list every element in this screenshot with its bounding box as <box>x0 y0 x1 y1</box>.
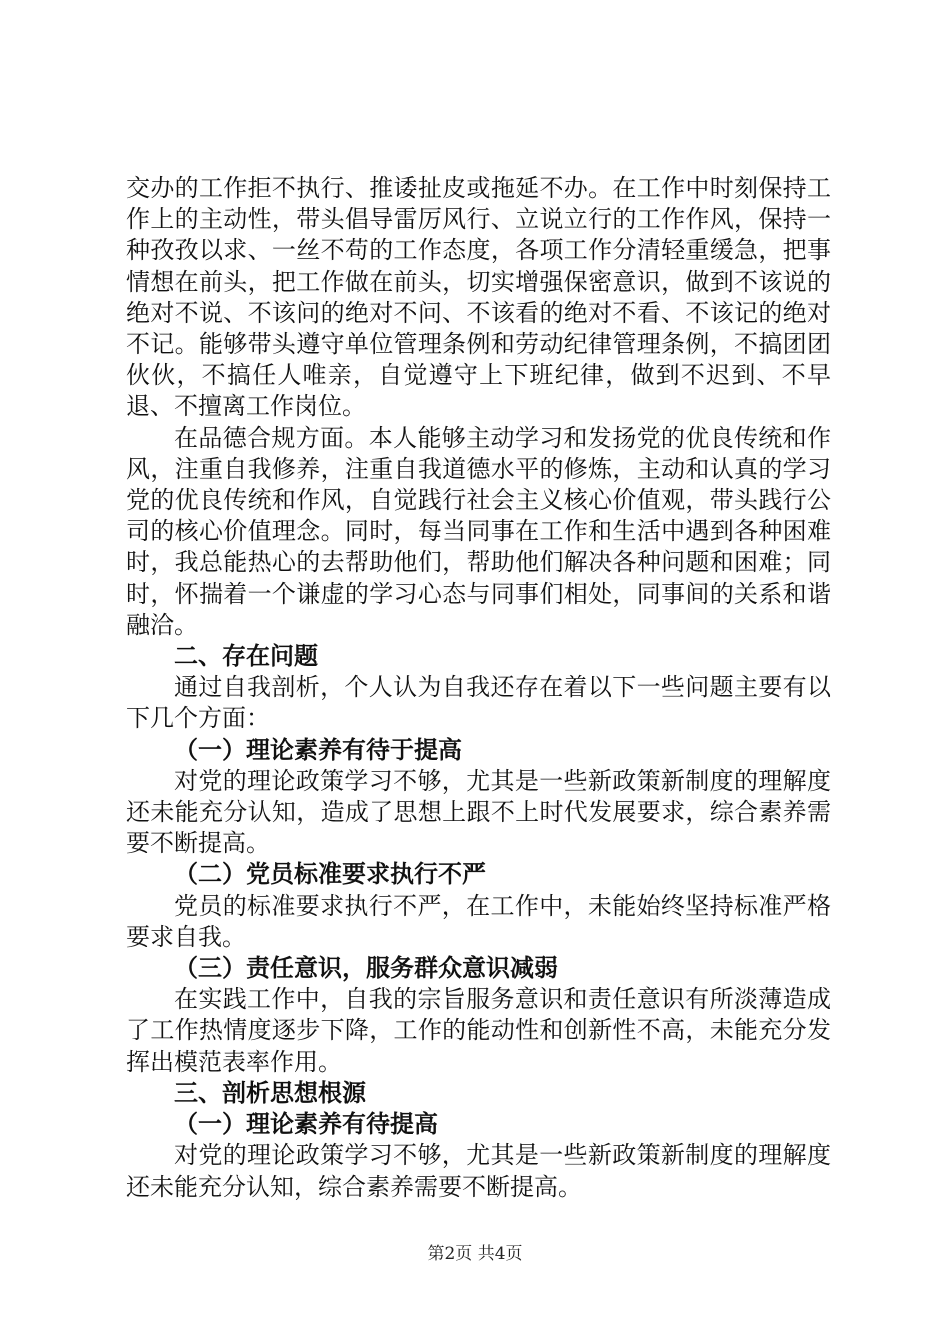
paragraph-moral-compliance: 在品德合规方面。本人能够主动学习和发扬党的优良传统和作风，注重自我修养，注重自我道德水平的修炼，主动和认真的学习党的优良传统和作风，自觉践行社会主义核心价值观，带头践行公司的核心价值理念。同时，每当同事在工作和生活中遇到各种困难时，我总能热心的去帮助他们，帮助他们解决各种问题和困难；同时，怀揣着一个谦虚的学习心态与同事们相处，同事间的关系和谐融洽。 <box>126 423 831 639</box>
paragraph-work-attitude: 交办的工作拒不执行、推诿扯皮或拖延不办。在工作中时刻保持工作上的主动性，带头倡导雷厉风行、立说立行的工作作风，保持一种孜孜以求、一丝不苟的工作态度，各项工作分清轻重缓急，把事情想在前头，把工作做在前头，切实增强保密意识，做到不该说的绝对不说、不该问的绝对不问、不该看的绝对不看、不该记的绝对不记。能够带头遵守单位管理条例和劳动纪律管理条例，不搞团团伙伙，不搞任人唯亲，自觉遵守上下班纪律，做到不迟到、不早退、不擅离工作岗位。 <box>126 174 831 421</box>
subheading-party-standards: （二）党员标准要求执行不严 <box>174 860 486 889</box>
subheading-theory-literacy: （一）理论素养有待于提高 <box>174 735 462 764</box>
subheading-theory-literacy-cause: （一）理论素养有待提高 <box>174 1110 438 1139</box>
section-heading-root-causes: 三、剖析思想根源 <box>174 1078 366 1107</box>
document-body <box>126 173 831 1203</box>
paragraph-theory-literacy: 对党的理论政策学习不够，尤其是一些新政策新制度的理解度还未能充分认知，造成了思想上跟不上时代发展要求，综合素养需要不断提高。 <box>126 766 831 858</box>
subheading-responsibility: （三）责任意识，服务群众意识减弱 <box>174 954 558 983</box>
paragraph-responsibility: 在实践工作中，自我的宗旨服务意识和责任意识有所淡薄造成了工作热情度逐步下降，工作的能动性和创新性不高，未能充分发挥出模范表率作用。 <box>126 985 831 1076</box>
section-heading-existing-problems: 二、存在问题 <box>174 642 318 671</box>
paragraph-self-analysis-intro: 通过自我剖析，个人认为自我还存在着以下一些问题主要有以下几个方面： <box>126 673 831 733</box>
paragraph-theory-literacy-cause: 对党的理论政策学习不够，尤其是一些新政策新制度的理解度还未能充分认知，综合素养需要不断提高。 <box>126 1141 831 1201</box>
page-number-footer: 第2页 共4页 <box>427 1244 523 1264</box>
paragraph-party-standards: 党员的标准要求执行不严，在工作中，未能始终坚持标准严格要求自我。 <box>126 891 831 951</box>
